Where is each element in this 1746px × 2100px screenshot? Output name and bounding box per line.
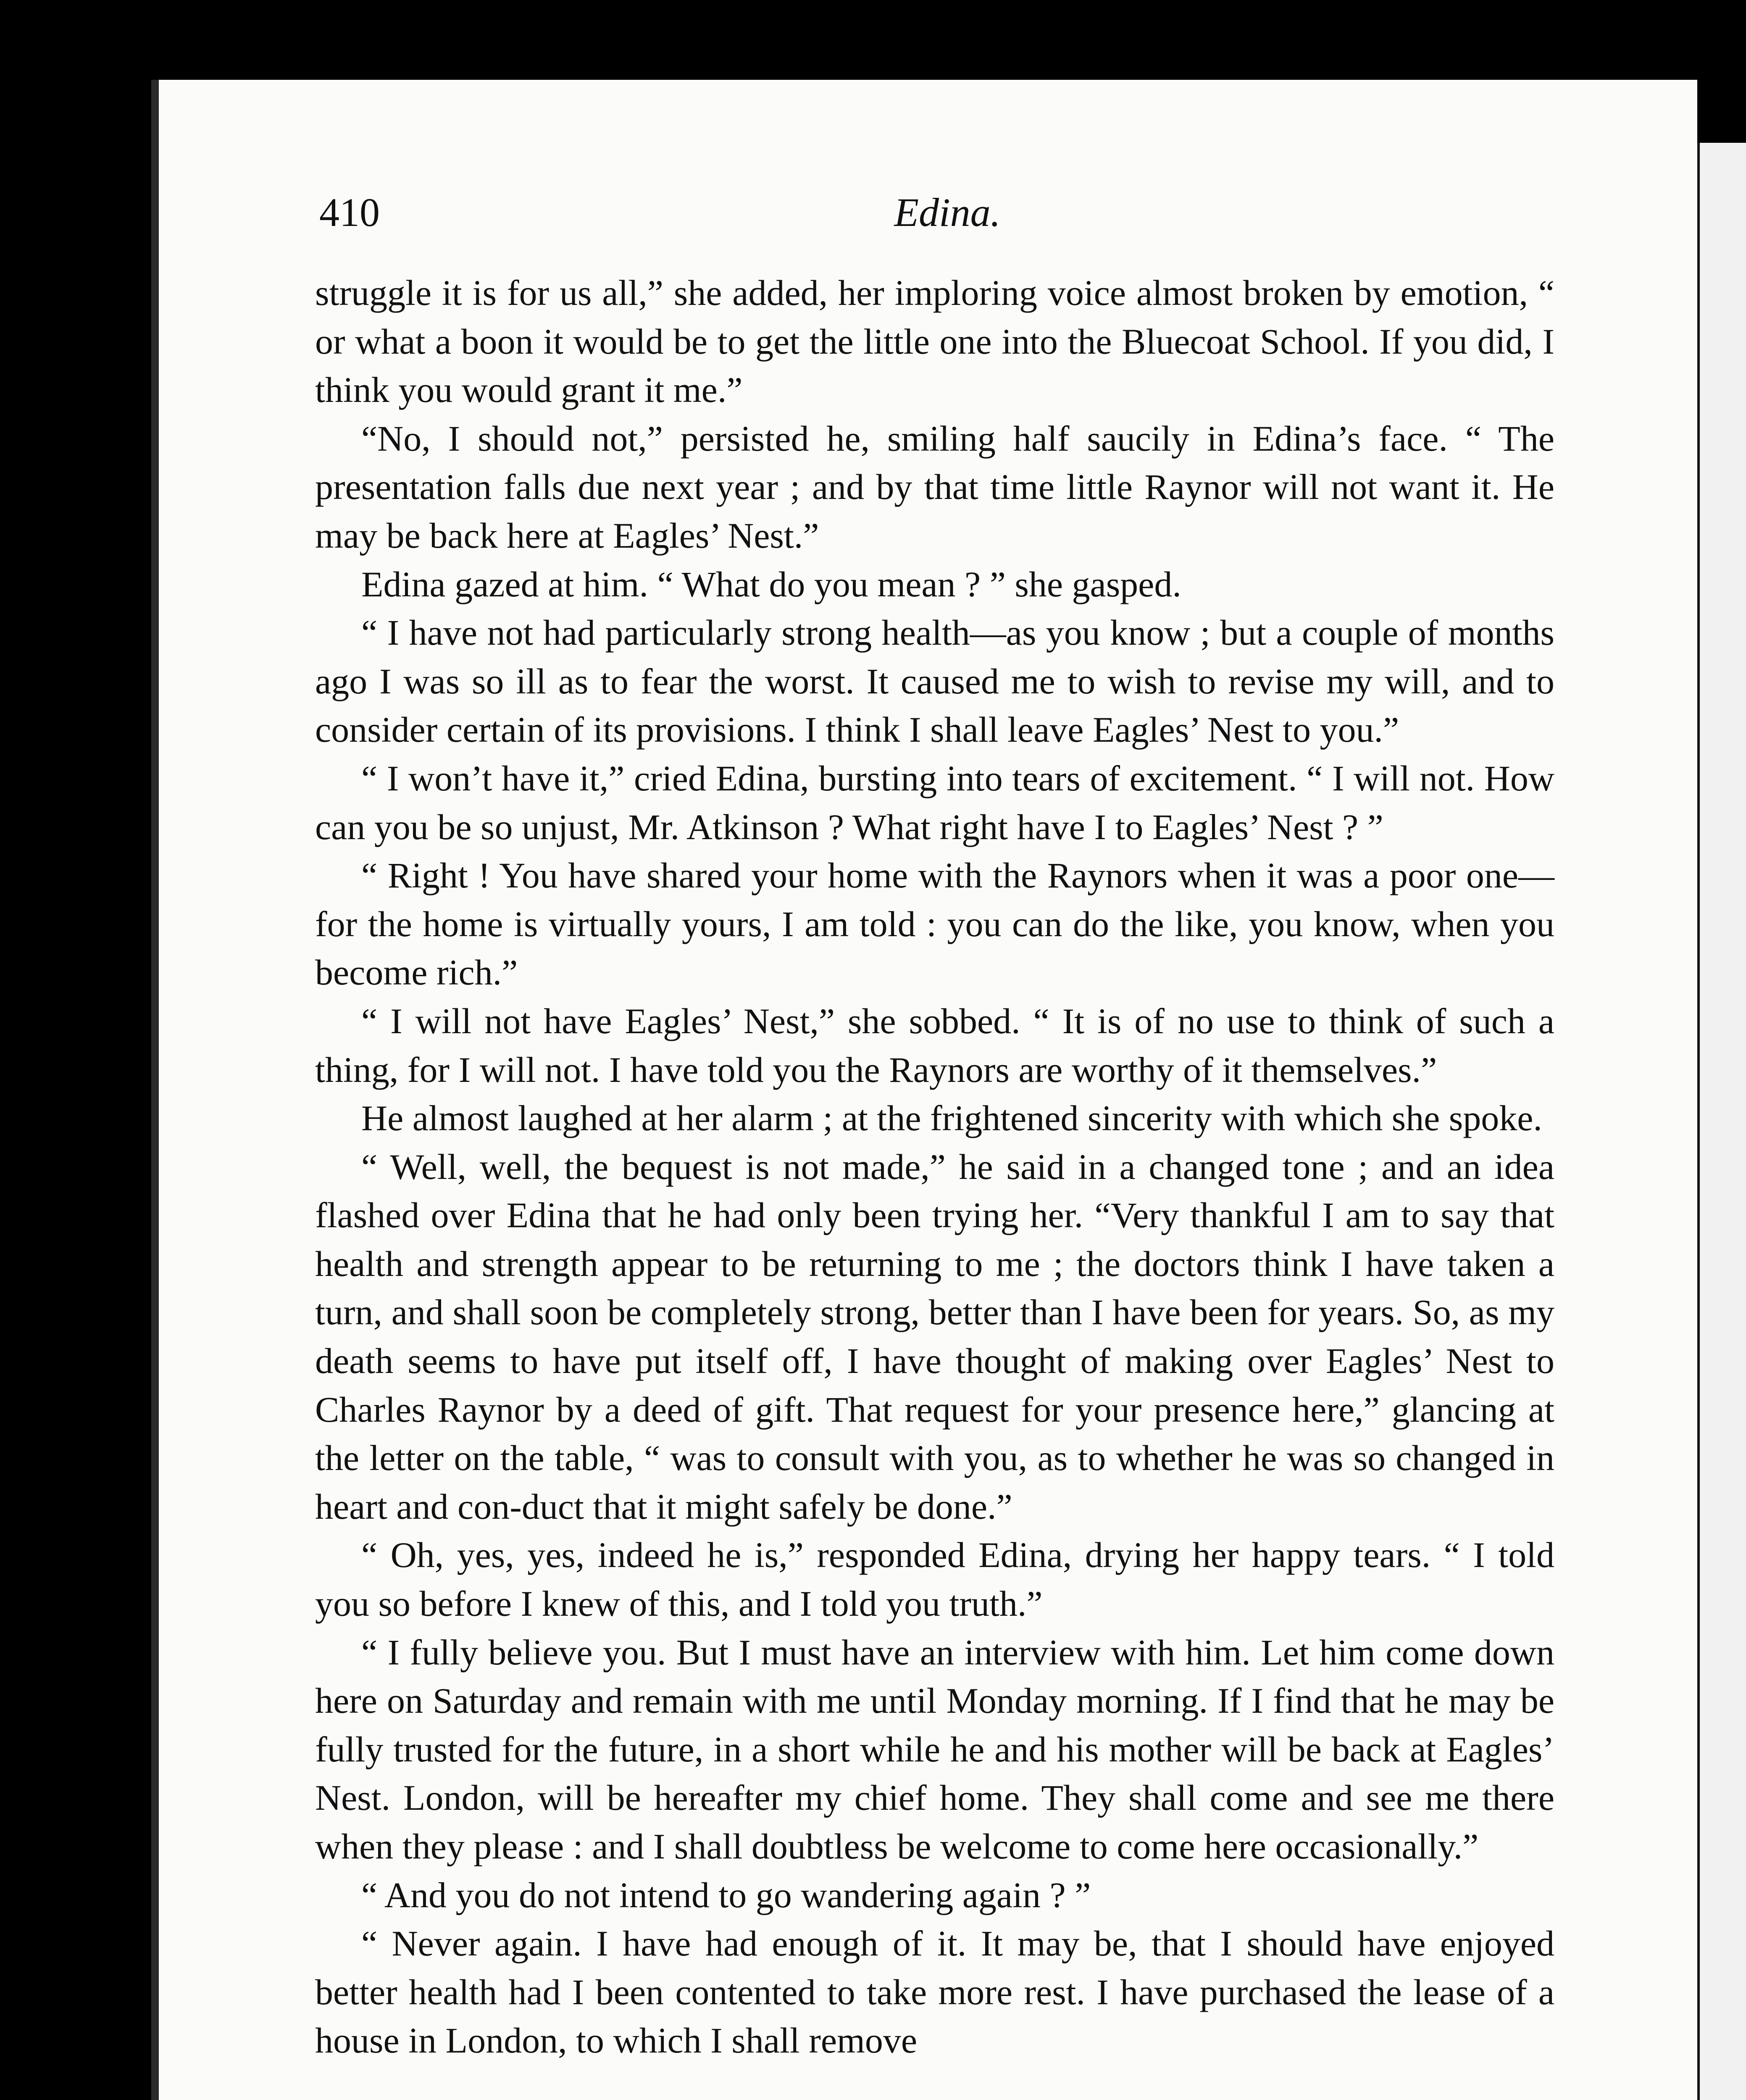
paragraph-9: “ Well, well, the bequest is not made,” he said in a changed tone ; and an idea flashed over Edina that he had only been trying her. “Very thankful I am to say that health and strength appear to be returning to me ; the doctors think I have taken a turn, and shall soon be completely strong, better than I have been for years. So, as my death seems to have put itself off, I have thought of making over Eagles’ Nest to Charles Raynor by a deed of gift. That request for your presence here,” glancing at the letter on the table, “ was to consult with you, as to whether he was so changed in heart and con-duct that it might safely be done.” (315, 1146, 1554, 1527)
running-head (319, 189, 1575, 248)
paragraph-13: “ Never again. I have had enough of it. It may be, that I should have enjoyed better health had I been contented to take more rest. I have purchased the lease of a house in London, to which I shall remove (315, 1923, 1554, 2061)
paragraph-2: “No, I should not,” persisted he, smiling half saucily in Edina’s face. “ The presentation falls due next year ; and by that time little Raynor will not want it. He may be back here at Eagles’ Nest.” (315, 418, 1554, 556)
paragraph-5: “ I won’t have it,” cried Edina, bursting into tears of excitement. “ I will not. How can you be so unjust, Mr. Atkinson ? What right have I to Eagles’ Nest ? ” (315, 758, 1554, 847)
body-text (315, 269, 1554, 2065)
book-title: Edina. (894, 190, 1001, 235)
paragraph-6: “ Right ! You have shared your home with the Raynors when it was a poor one—for the home is virtually yours, I am told : you can do the like, you know, when you become rich.” (315, 855, 1554, 993)
paragraph-4: “ I have not had particularly strong health—as you know ; but a couple of months ago I was so ill as to fear the worst. It caused me to wish to revise my will, and to consider certain of its provisions. I think I shall leave Eagles’ Nest to you.” (315, 612, 1554, 750)
paragraph-11: “ I fully believe you. But I must have an interview with him. Let him come down here on Saturday and remain with me until Monday morning. If I find that he may be fully trusted for the future, in a short while he and his mother will be back at Eagles’ Nest. London, will be hereafter my chief home. They shall come and see me there when they please : and I shall doubtless be welcome to come here occasionally.” (315, 1632, 1554, 1866)
paragraph-8: He almost laughed at her alarm ; at the frightened sincerity with which she spoke. (361, 1098, 1542, 1139)
paragraph-7: “ I will not have Eagles’ Nest,” she sobbed. “ It is of no use to think of such a thing, for I will not. I have told you the Raynors are worthy of it themselves.” (315, 1000, 1554, 1090)
paragraph-10: “ Oh, yes, yes, indeed he is,” responded Edina, drying her happy tears. “ I told you so before I knew of this, and I told you truth.” (315, 1535, 1554, 1624)
paragraph-1: struggle it is for us all,” she added, her imploring voice almost broken by emotion, “ or what a boon it would be to get the little one into the Bluecoat School. If you did, I think you would grant it me.” (315, 273, 1554, 410)
page-number: 410 (319, 190, 380, 235)
paragraph-12: “ And you do not intend to go wandering again ? ” (361, 1874, 1091, 1915)
facing-page-edge (1697, 143, 1746, 2100)
paragraph-3: Edina gazed at him. “ What do you mean ? ” she gasped. (361, 564, 1181, 604)
